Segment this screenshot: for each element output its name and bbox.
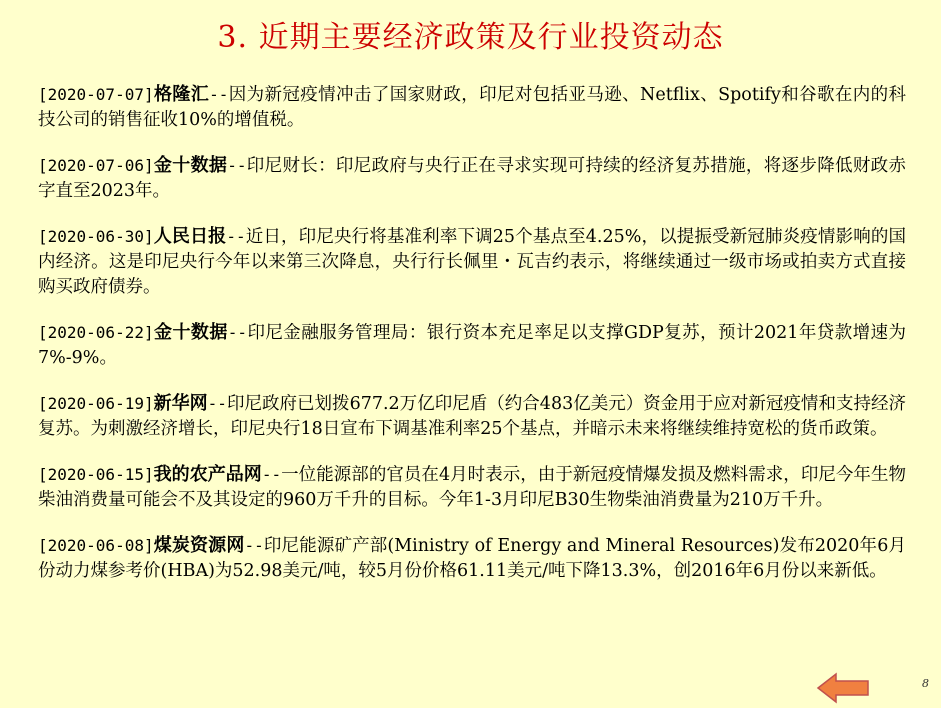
left-arrow-icon <box>816 672 870 704</box>
news-date: [2020-07-07] <box>38 85 154 104</box>
news-text: 一位能源部的官员在4月时表示，由于新冠疫情爆发损及燃料需求，印尼今年生物柴油消费量可能会不及其设定的960万千升的目标。今年1-3月印尼B30生物柴油消费量为210万千升。 <box>38 465 906 510</box>
news-source: 煤炭资源网 <box>153 535 245 556</box>
news-item <box>38 153 906 204</box>
news-list <box>38 82 906 604</box>
news-separator: -- <box>227 156 247 175</box>
news-date: [2020-06-19] <box>38 394 154 413</box>
back-button[interactable] <box>816 672 870 704</box>
news-text: 近日，印尼央行将基准利率下调25个基点至4.25%，以提振受新冠肺炎疫情影响的国内经济。这是印尼央行今年以来第三次降息，央行行长佩里・瓦吉约表示，将继续通过一级市场或拍卖方式直接购买政府债券。 <box>38 227 907 297</box>
news-item <box>38 462 906 513</box>
news-source: 人民日报 <box>153 226 227 247</box>
news-item <box>38 224 906 300</box>
news-separator: -- <box>226 227 246 246</box>
news-date: [2020-06-08] <box>38 536 154 555</box>
news-separator: -- <box>261 465 282 484</box>
news-date: [2020-06-15] <box>38 465 154 484</box>
news-date: [2020-06-22] <box>38 323 154 342</box>
news-text: 印尼能源矿产部(Ministry of Energy and Mineral Resources)发布2020年6月份动力煤参考价(HBA)为52.98美元/吨，较5月份价格61.11美元/吨下降13.3%，创2016年6月份以来新低。 <box>38 536 906 581</box>
page-title: 3. 近期主要经济政策及行业投资动态 <box>217 20 724 55</box>
news-source: 格隆汇 <box>153 84 210 105</box>
news-separator: -- <box>209 85 229 104</box>
news-date: [2020-06-30] <box>38 227 154 246</box>
news-date: [2020-07-06] <box>38 156 154 175</box>
news-item <box>38 320 906 371</box>
news-separator: -- <box>244 536 264 555</box>
page-number: 8 <box>922 677 929 690</box>
news-separator: -- <box>207 394 227 413</box>
news-source: 金十数据 <box>153 322 228 343</box>
news-source: 金十数据 <box>153 155 228 176</box>
news-text: 印尼金融服务管理局：银行资本充足率足以支撑GDP复苏，预计2021年贷款增速为7%-9%。 <box>38 323 906 368</box>
news-text: 因为新冠疫情冲击了国家财政，印尼对包括亚马逊、Netflix、Spotify和谷歌在内的科技公司的销售征收10%的增值税。 <box>38 85 907 130</box>
news-item <box>38 391 906 442</box>
news-text: 印尼财长：印尼政府与央行正在寻求实现可持续的经济复苏措施，将逐步降低财政赤字直至2023年。 <box>38 156 906 201</box>
news-item <box>38 82 906 133</box>
news-separator: -- <box>227 323 248 342</box>
news-text: 印尼政府已划拨677.2万亿印尼盾（约合483亿美元）资金用于应对新冠疫情和支持经济复苏。为刺激经济增长，印尼央行18日宣布下调基准利率25个基点，并暗示未来将继续维持宽松的货币政策。 <box>38 394 907 439</box>
news-item <box>38 533 906 584</box>
news-source: 新华网 <box>153 393 208 414</box>
news-source: 我的农产品网 <box>153 464 262 485</box>
